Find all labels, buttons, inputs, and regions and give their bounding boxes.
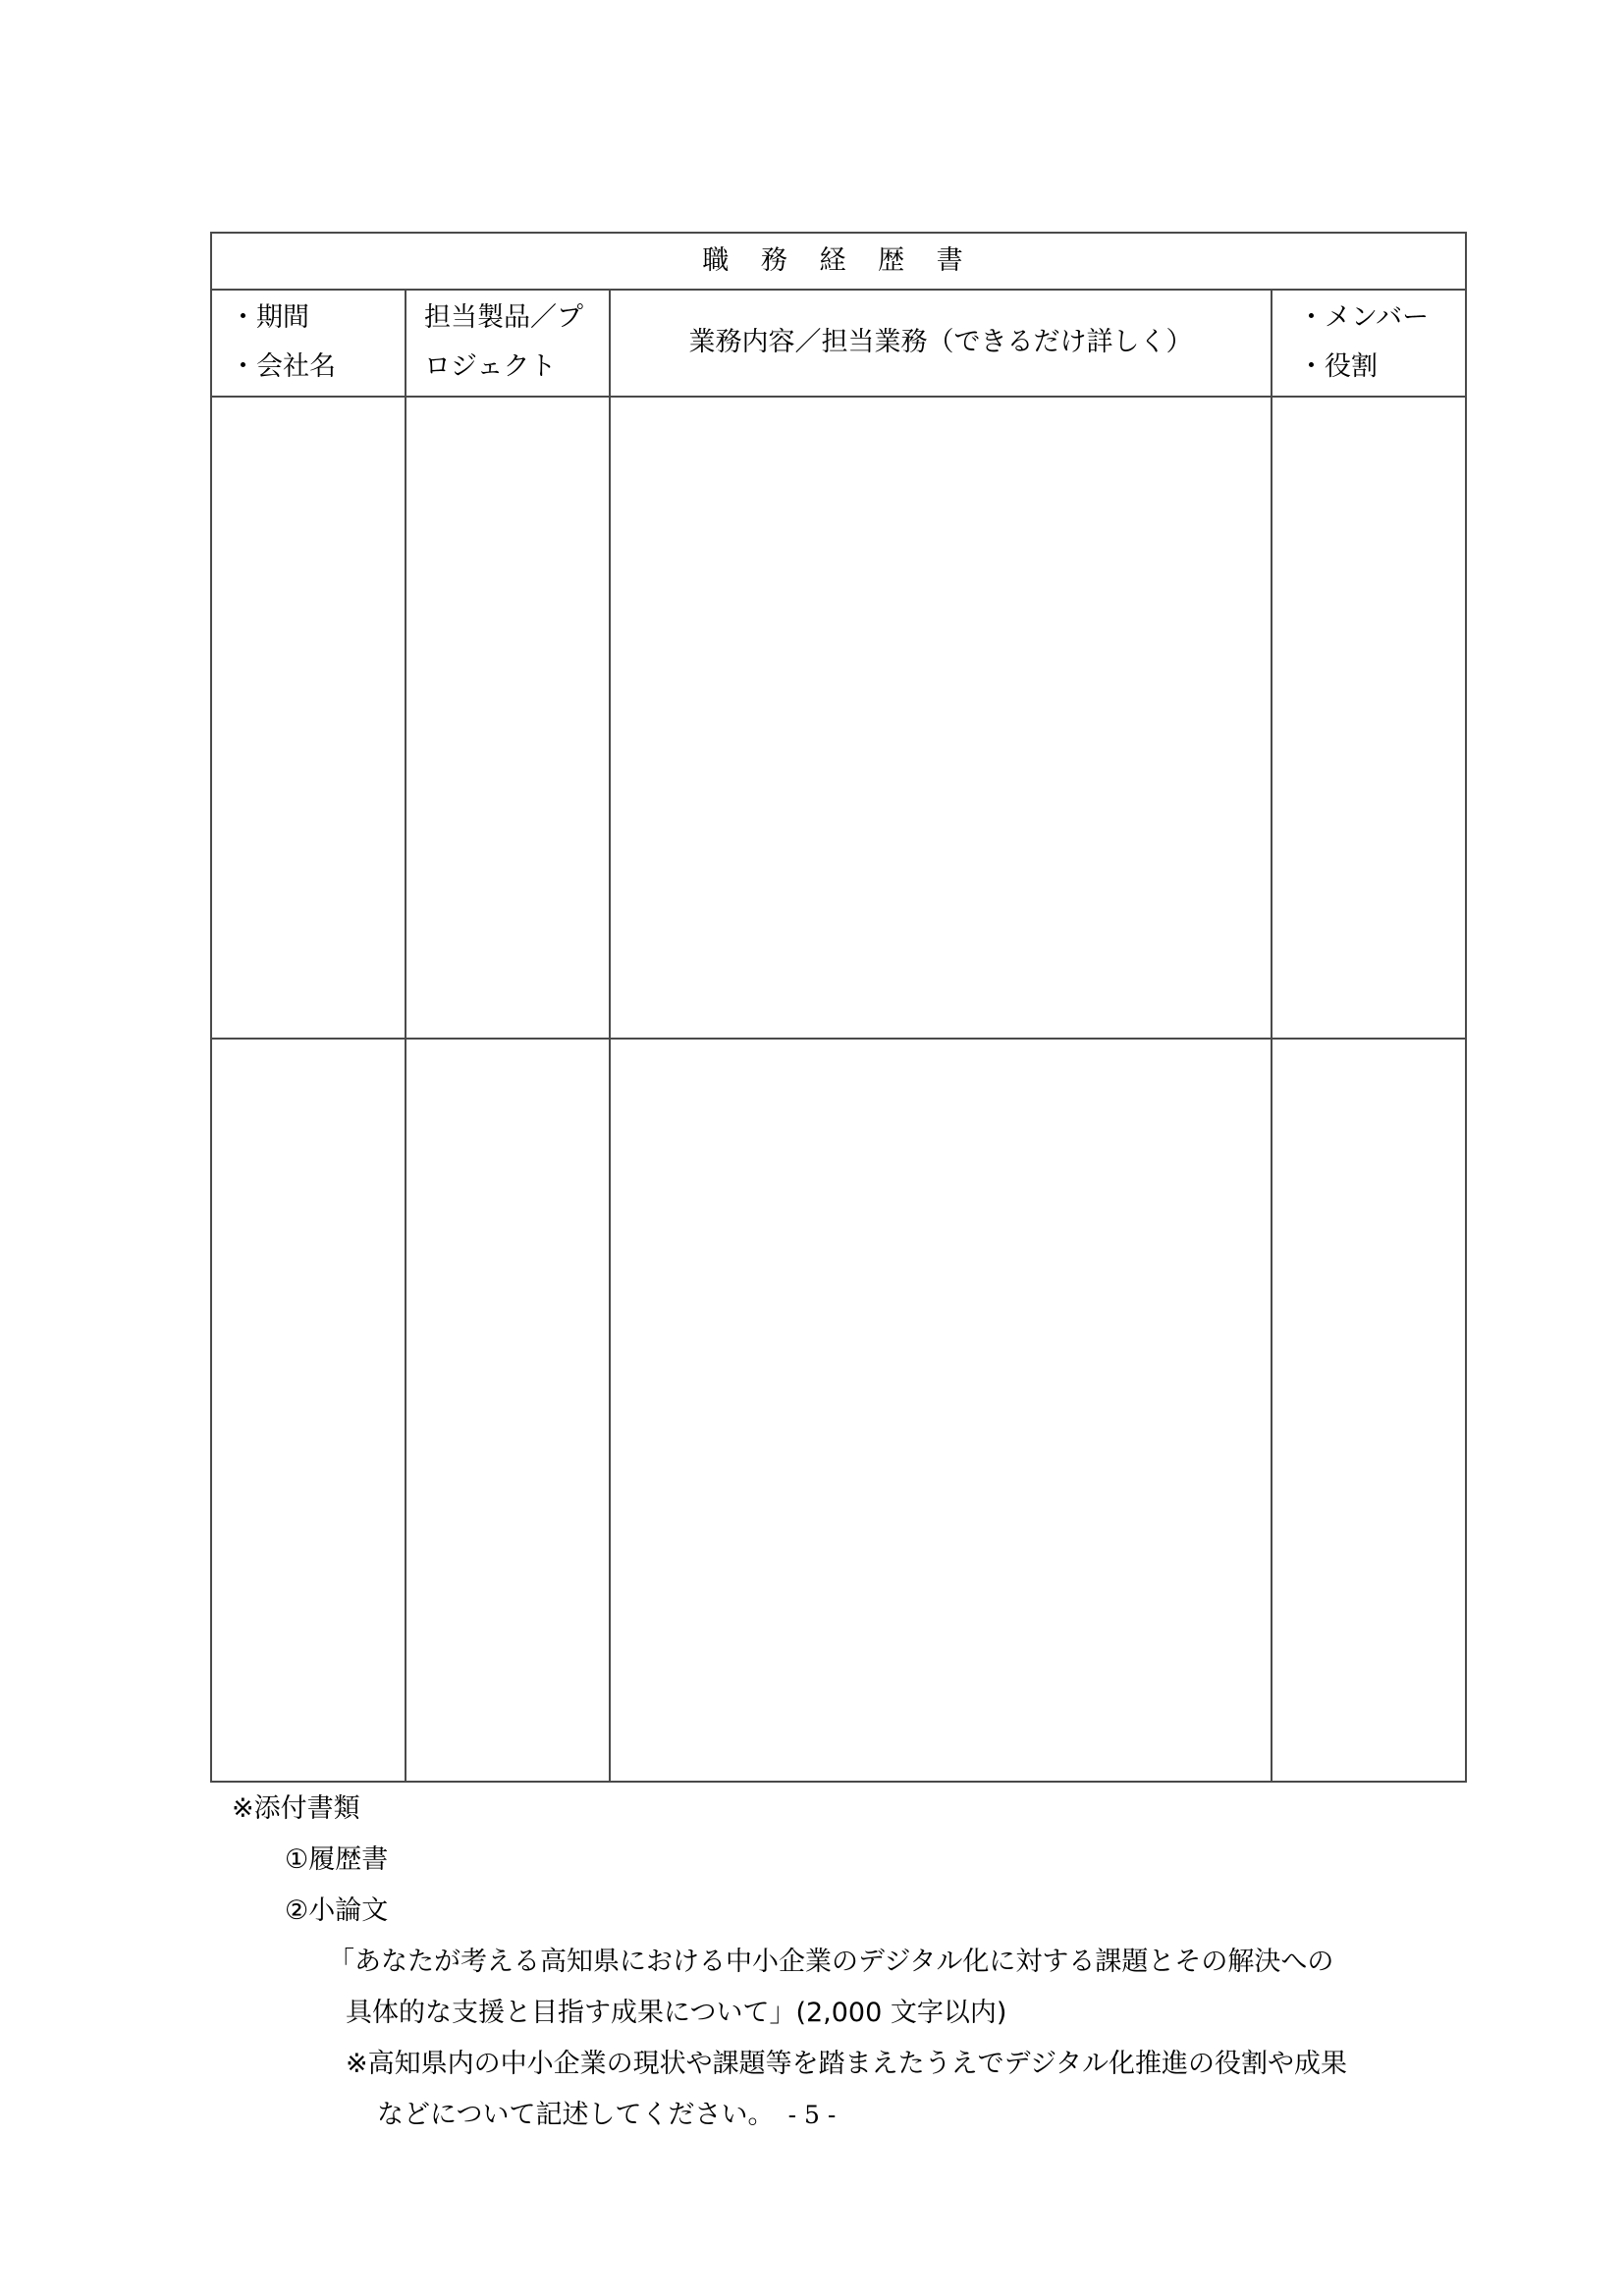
header-period-label: ・期間: [230, 302, 309, 334]
header-product-line-1: 担当製品／プ: [424, 302, 583, 334]
entry-1-duties-cell[interactable]: [610, 397, 1272, 1039]
header-product-project: [406, 290, 610, 396]
essay-note-line-1: ※高知県内の中小企業の現状や課題等を踏まえたうえでデジタル化推進の役割や成果: [346, 2049, 1348, 2079]
essay-note-line-2: などについて記述してください。: [377, 2100, 775, 2130]
entry-2-members-role-cell[interactable]: [1272, 1039, 1466, 1782]
entry-1-members-role-cell[interactable]: [1272, 397, 1466, 1039]
entry-2-product-project-cell[interactable]: [406, 1039, 610, 1782]
attachment-essay: ②小論文: [285, 1896, 389, 1926]
attachment-resume: ①履歴書: [285, 1844, 389, 1875]
page-number: - 5 -: [787, 2101, 837, 2129]
entry-1-product-project-cell[interactable]: [406, 397, 610, 1039]
header-company-label: ・会社名: [230, 351, 336, 383]
entry-1-period-company-cell[interactable]: [211, 397, 406, 1039]
essay-title-line-2: 具体的な支援と目指す成果について」(2,000 文字以内): [346, 1998, 1007, 2028]
entry-2-duties-cell[interactable]: [610, 1039, 1272, 1782]
header-duties: 業務内容／担当業務（できるだけ詳しく）: [610, 290, 1272, 396]
header-members-role: [1272, 290, 1466, 396]
attachments-heading: ※添付書類: [232, 1793, 360, 1824]
career-history-table: [210, 232, 1467, 1783]
table-header-row: [211, 290, 1466, 396]
header-role-label: ・役割: [1298, 351, 1378, 383]
header-product-line-2: ロジェクト: [424, 351, 557, 383]
essay-title-line-1: 「あなたが考える高知県における中小企業のデジタル化に対する課題とその解決への: [328, 1947, 1334, 1977]
attachments-section: [232, 1784, 1347, 2141]
table-row: [211, 397, 1466, 1039]
entry-2-period-company-cell[interactable]: [211, 1039, 406, 1782]
header-period-company: [211, 290, 406, 396]
header-members-label: ・メンバー: [1298, 302, 1430, 334]
table-row: [211, 1039, 1466, 1782]
table-title: 職 務 経 歴 書: [211, 233, 1466, 290]
